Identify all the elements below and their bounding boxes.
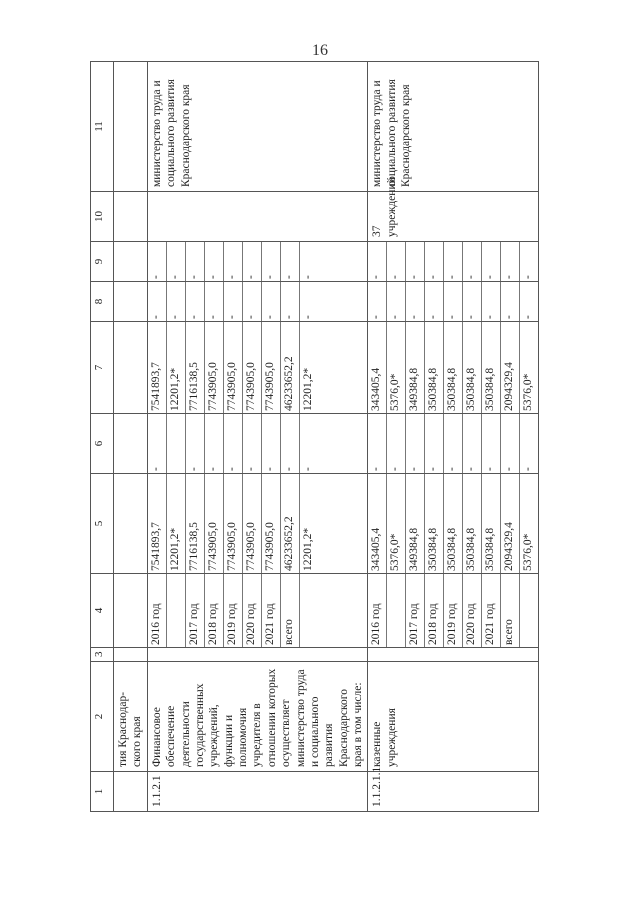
sub-cell: - (223, 282, 242, 321)
col-header-10: 10 (91, 192, 114, 242)
sub-cell: - (444, 414, 463, 473)
col-header-1: 1 (91, 772, 114, 812)
sub-cell: 2094329,4 (501, 474, 520, 573)
sub-cell: 349384,8 (406, 322, 425, 413)
sub-cell (166, 574, 185, 647)
sub-cell: - (444, 242, 463, 281)
sub-cell: - (387, 414, 406, 473)
sub-cell: - (148, 242, 167, 281)
row-number: 1.1.2.1.1 (368, 772, 539, 812)
sub-cell: - (204, 242, 223, 281)
col-header-7: 7 (91, 322, 114, 414)
responsible-cell: министерство труда и социального развития Краснодарского края (368, 62, 539, 192)
sub-cell: - (522, 467, 535, 471)
sub-cell: 2018 год (204, 574, 223, 647)
sub-cell: 2019 год (444, 574, 463, 647)
sub-cell: 7743905,0 (223, 322, 242, 413)
sub-cell: - (166, 242, 185, 281)
sub-cell: 350384,8 (463, 322, 482, 413)
sub-cell: - (406, 282, 425, 321)
col9-cell (147, 242, 368, 282)
sub-cell: - (501, 242, 520, 281)
sub-cell: - (482, 282, 501, 321)
sub-cell: - (425, 282, 444, 321)
col8-cell (147, 282, 368, 322)
sub-cell: 7716138,5 (185, 322, 204, 413)
sub-cell: - (482, 242, 501, 281)
sub-cell: 5376,0* (387, 322, 406, 413)
sub-cell: - (185, 242, 204, 281)
col10-cell (147, 192, 368, 242)
sub-cell: - (280, 282, 299, 321)
sub-cell: - (242, 242, 261, 281)
continuation-row (114, 62, 148, 812)
sub-cell: 2016 год (148, 574, 167, 647)
sub-cell: 12201,2* (301, 367, 314, 411)
sub-cell: 5376,0* (522, 533, 535, 571)
sub-cell: 343405,4 (368, 474, 387, 573)
sub-cell: 7743905,0 (204, 322, 223, 413)
sub-cell: 7716138,5 (185, 474, 204, 573)
sub-cell: 7743905,0 (261, 322, 280, 413)
col-header-11: 11 (91, 62, 114, 192)
sub-cell (299, 574, 318, 647)
sub-cell: - (185, 282, 204, 321)
col7-cell (368, 322, 539, 414)
sub-cell: 350384,8 (425, 474, 444, 573)
sub-cell: 2021 год (482, 574, 501, 647)
sub-cell: - (425, 414, 444, 473)
sub-cell: - (368, 242, 387, 281)
sub-cell: - (280, 242, 299, 281)
sub-cell: 2017 год (406, 574, 425, 647)
header-row (91, 62, 114, 812)
sub-cell: 7743905,0 (223, 474, 242, 573)
page-number: 16 (312, 42, 328, 59)
sub-cell: - (368, 282, 387, 321)
sub-cell: 2019 год (223, 574, 242, 647)
sub-cell: - (301, 467, 314, 471)
sub-cell: - (148, 282, 167, 321)
col7-cell (147, 322, 368, 414)
sub-cell: - (301, 275, 314, 279)
sub-cell: - (444, 282, 463, 321)
sub-cell: - (204, 414, 223, 473)
sub-cell: - (425, 242, 444, 281)
sub-cell: 46233652,2 (280, 474, 299, 573)
sub-cell: 2020 год (463, 574, 482, 647)
sub-cell (387, 574, 406, 647)
sub-cell: 350384,8 (482, 474, 501, 573)
sub-cell: - (463, 242, 482, 281)
sub-cell: всего (501, 574, 520, 647)
sub-cell: - (368, 414, 387, 473)
sub-cell: 7541893,7 (148, 474, 167, 573)
sub-cell: 7743905,0 (242, 322, 261, 413)
rotated-table-container (90, 62, 620, 812)
col6-cell (147, 414, 368, 474)
sub-cell: - (463, 282, 482, 321)
sub-cell: 350384,8 (425, 322, 444, 413)
sub-cell: 2094329,4 (501, 322, 520, 413)
sub-cell: - (406, 242, 425, 281)
col-header-6: 6 (91, 414, 114, 474)
col-header-4: 4 (91, 574, 114, 648)
continuation-text: тия Краснодар-ского края (114, 662, 148, 772)
sub-cell: - (501, 282, 520, 321)
col10-cell: 37 учреждений (368, 192, 539, 242)
sub-cell: 5376,0* (522, 373, 535, 411)
sub-cell: - (148, 414, 167, 473)
col-header-2: 2 (91, 662, 114, 772)
sub-cell: 2017 год (185, 574, 204, 647)
program-table (90, 61, 539, 812)
sub-cell: - (166, 282, 185, 321)
sub-cell: 2021 год (261, 574, 280, 647)
sub-cell: 350384,8 (444, 474, 463, 573)
col-header-8: 8 (91, 282, 114, 322)
sub-cell: 46233652,2 (280, 322, 299, 413)
col9-cell (368, 242, 539, 282)
sub-cell: 2016 год (368, 574, 387, 647)
sub-cell: 350384,8 (444, 322, 463, 413)
col5-cell (368, 474, 539, 574)
sub-cell: 349384,8 (406, 474, 425, 573)
sub-cell: 2020 год (242, 574, 261, 647)
sub-cell: - (387, 242, 406, 281)
sub-cell: - (463, 414, 482, 473)
sub-cell (520, 574, 539, 647)
table-row (368, 62, 539, 812)
row-name: Финансовое обеспечение деятельности государственных учреждений, функции и полномочия учредителя в отношении которых осуществляет министерство труда и социального развития Краснодарского края в том числе: (147, 662, 368, 772)
sub-cell: - (301, 315, 314, 319)
years-cell (368, 574, 539, 648)
sub-cell: 350384,8 (482, 322, 501, 413)
sub-cell: 12201,2* (166, 474, 185, 573)
sub-cell: 7743905,0 (242, 474, 261, 573)
col-header-9: 9 (91, 242, 114, 282)
sub-cell: - (185, 414, 204, 473)
sub-cell: 7743905,0 (204, 474, 223, 573)
row-number: 1.1.2.1 (147, 772, 368, 812)
sub-cell: - (406, 414, 425, 473)
sub-cell: 350384,8 (463, 474, 482, 573)
row-name: казенные учреждения (368, 662, 539, 772)
sub-cell: - (242, 282, 261, 321)
sub-cell: - (522, 275, 535, 279)
col8-cell (368, 282, 539, 322)
sub-cell: 343405,4 (368, 322, 387, 413)
sub-cell: 7743905,0 (261, 474, 280, 573)
sub-cell: - (522, 315, 535, 319)
sub-cell: 12201,2* (301, 527, 314, 571)
col6-cell (368, 414, 539, 474)
col5-cell (147, 474, 368, 574)
sub-cell: - (223, 414, 242, 473)
sub-cell: 7541893,7 (148, 322, 167, 413)
sub-cell: 2018 год (425, 574, 444, 647)
sub-cell: - (223, 242, 242, 281)
sub-cell: - (261, 242, 280, 281)
sub-cell: - (242, 414, 261, 473)
sub-cell: 5376,0* (387, 474, 406, 573)
sub-cell: всего (280, 574, 299, 647)
years-cell (147, 574, 368, 648)
sub-cell: - (261, 282, 280, 321)
col-header-5: 5 (91, 474, 114, 574)
responsible-cell: министерство труда и социального развития Краснодарского края (147, 62, 368, 192)
sub-cell: - (387, 282, 406, 321)
sub-cell: - (482, 414, 501, 473)
sub-cell (166, 414, 185, 473)
sub-cell: - (204, 282, 223, 321)
sub-cell: 12201,2* (166, 322, 185, 413)
sub-cell: - (261, 414, 280, 473)
col-header-3: 3 (91, 648, 114, 662)
table-row (147, 62, 368, 812)
sub-cell: - (280, 414, 299, 473)
sub-cell: - (501, 414, 520, 473)
